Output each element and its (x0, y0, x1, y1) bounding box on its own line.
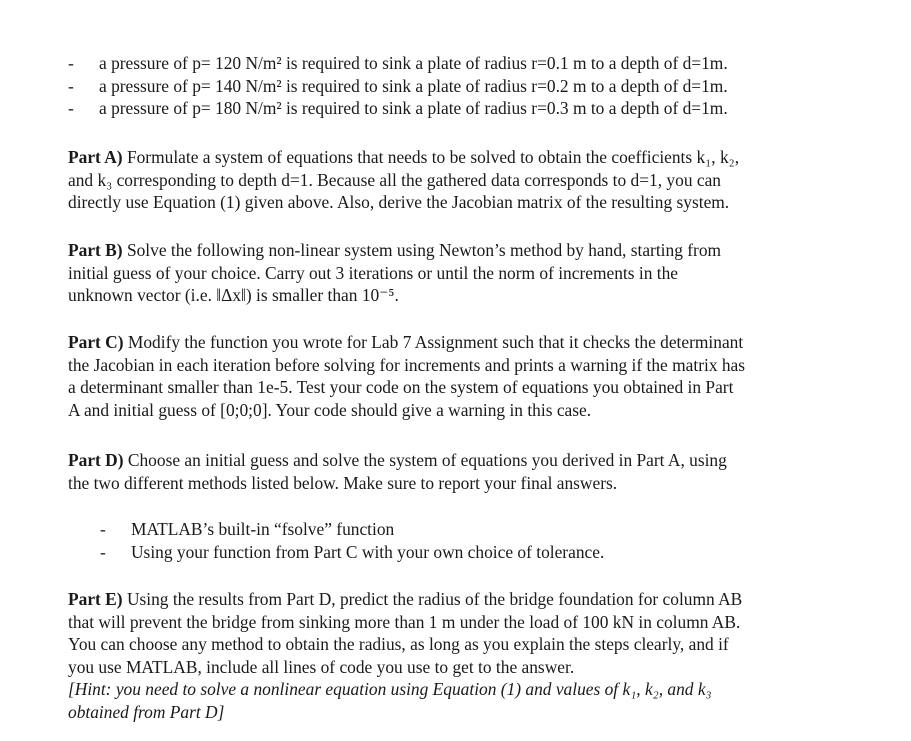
paragraph-line: A and initial guess of [0;0;0]. Your code should give a warning in this case. (68, 399, 592, 420)
part-a-label: Part A) (68, 147, 123, 167)
line-text: Solve the following non-linear system using Newton’s method by hand, starting from (126, 240, 722, 260)
part-d-label: Part D) (68, 450, 124, 470)
paragraph-line: the two different methods listed below. Make sure to report your final answers. (68, 472, 618, 493)
method-list (100, 518, 605, 563)
paragraph-line (68, 146, 868, 169)
dash-bullet: - (100, 519, 106, 539)
line-text: Formulate a system of equations that needs to be solved to obtain the coefficients k₁, k₂, (126, 147, 740, 167)
list-item (68, 97, 728, 120)
part-b-label: Part B) (68, 240, 123, 260)
list-item-text: a pressure of p= 120 N/m² is required to sink a plate of radius r=0.1 m to a depth of d=1m. (99, 53, 728, 73)
dash-bullet: - (100, 541, 106, 562)
hint-line: [Hint: you need to solve a nonlinear equation using Equation (1) and values of k₁, k₂, and k₃ (68, 679, 712, 700)
paragraph-line: initial guess of your choice. Carry out 3 iterations or until the norm of increments in the (68, 262, 678, 283)
dash-bullet: - (68, 75, 74, 96)
list-item (100, 518, 604, 541)
part-c-label: Part C) (68, 332, 124, 352)
paragraph-line: the Jacobian in each iteration before solving for increments and prints a warning if the matrix has (68, 354, 746, 375)
list-item (100, 541, 605, 564)
part-d-paragraph (68, 449, 868, 494)
list-item-text: a pressure of p= 140 N/m² is required to sink a plate of radius r=0.2 m to a depth of d=1m. (99, 75, 728, 96)
part-c-paragraph (68, 331, 868, 421)
hint-line: obtained from Part D] (68, 701, 225, 722)
paragraph-line (68, 588, 868, 611)
dash-bullet: - (68, 53, 74, 73)
paragraph-line (68, 449, 868, 472)
part-b-paragraph (68, 239, 868, 307)
paragraph-line: directly use Equation (1) given above. Also, derive the Jacobian matrix of the resulting system. (68, 192, 730, 213)
line-text: Choose an initial guess and solve the system of equations you derived in Part A, using (127, 450, 727, 470)
part-e-paragraph (68, 588, 868, 724)
part-a-paragraph (68, 146, 868, 214)
list-item-text: Using your function from Part C with your own choice of tolerance. (131, 541, 605, 562)
part-e-label: Part E) (68, 589, 123, 609)
paragraph-line (68, 331, 868, 354)
pressure-data-list (68, 52, 728, 120)
list-item (68, 52, 728, 75)
paragraph-line: and k₃ corresponding to depth d=1. Because all the gathered data corresponds to d=1, you can (68, 169, 721, 190)
line-text: Modify the function you wrote for Lab 7 Assignment such that it checks the determinant (127, 332, 744, 352)
list-item-text: MATLAB’s built-in “fsolve” function (131, 519, 395, 539)
list-item (68, 75, 728, 98)
paragraph-line: unknown vector (i.e. ‖Δx‖) is smaller than 10⁻⁵. (68, 285, 399, 306)
paragraph-line: You can choose any method to obtain the radius, as long as you explain the steps clearly, and if (68, 634, 729, 655)
paragraph-line: you use MATLAB, include all lines of code you use to get to the answer. (68, 656, 575, 677)
paragraph-line: a determinant smaller than 1e-5. Test your code on the system of equations you obtained in Part (68, 377, 734, 398)
paragraph-line (68, 239, 868, 262)
list-item-text: a pressure of p= 180 N/m² is required to sink a plate of radius r=0.3 m to a depth of d=1m. (99, 98, 728, 119)
dash-bullet: - (68, 98, 74, 119)
line-text: Using the results from Part D, predict the radius of the bridge foundation for column AB (126, 589, 743, 609)
paragraph-line: that will prevent the bridge from sinking more than 1 m under the load of 100 kN in column AB. (68, 611, 741, 632)
